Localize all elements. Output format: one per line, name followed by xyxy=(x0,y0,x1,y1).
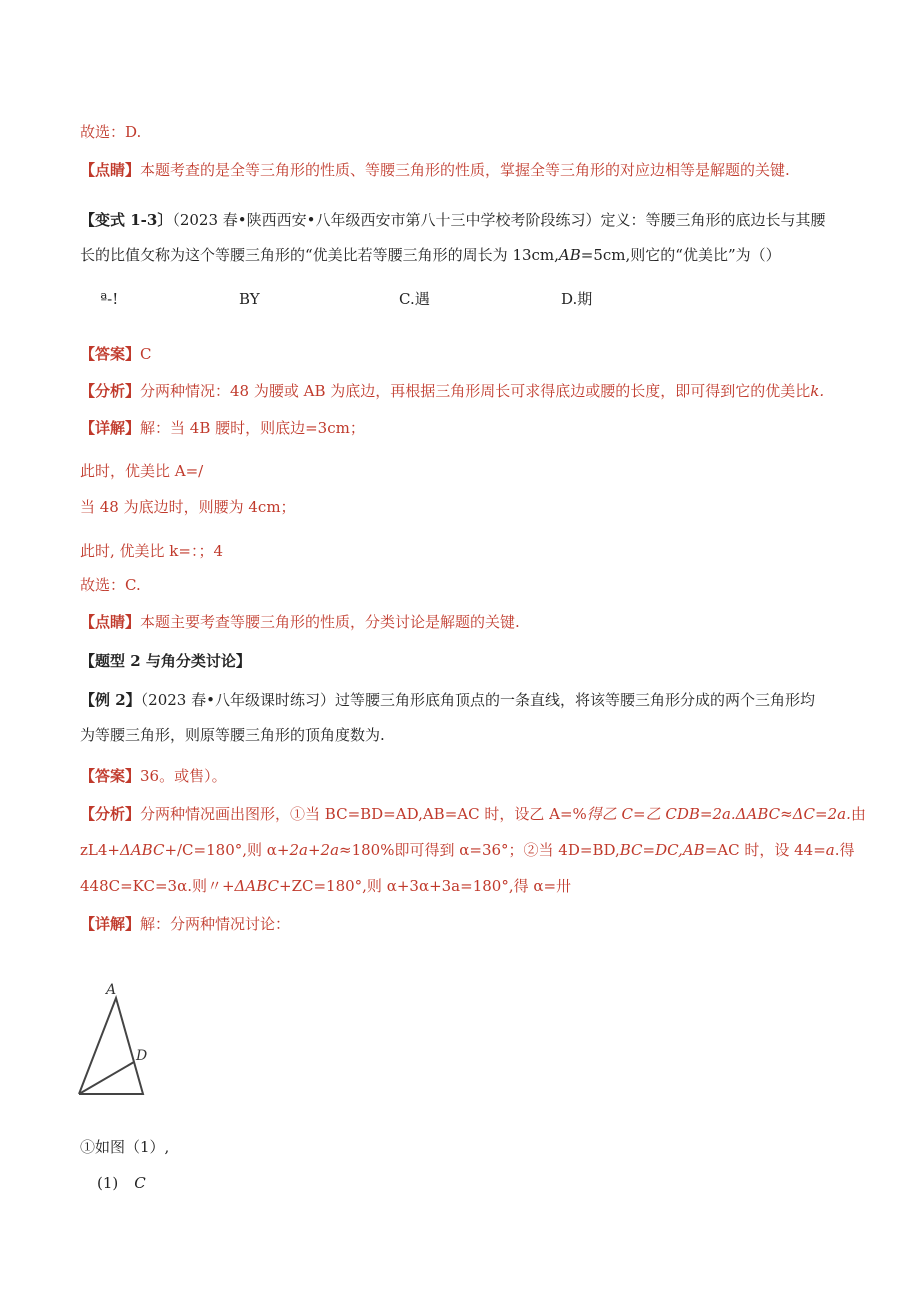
label-dianjing: 【点睛】 xyxy=(80,161,141,179)
label-answer: 【答案】 xyxy=(80,345,141,363)
triangle-figure xyxy=(70,978,160,1103)
label-analysis: 【分析】 xyxy=(80,805,141,823)
text: k. xyxy=(810,382,825,400)
text: 长的比值攵称为这个等腰三角形的“优美比若等腰三角形的周长为 13cm, xyxy=(80,246,559,264)
text: (1) xyxy=(97,1174,119,1192)
option-d: D.期 xyxy=(561,290,593,308)
text: AB xyxy=(558,246,581,264)
option-b: BY xyxy=(239,290,260,308)
label-detail: 【详解】 xyxy=(80,915,141,933)
text: 解：当 4B 腰时，则底边=3cm； xyxy=(140,419,365,437)
option-a: ª-! xyxy=(100,290,119,308)
analysis-line xyxy=(80,381,824,401)
text: a xyxy=(825,841,835,859)
vertex-label-d: D xyxy=(136,1048,148,1064)
detail-line xyxy=(80,418,365,438)
text: C xyxy=(134,1174,146,1192)
text: 448C=KC=3α.则〃+ xyxy=(80,877,235,895)
triangle-outline xyxy=(79,998,143,1094)
label-analysis: 【分析】 xyxy=(80,382,141,400)
question-line xyxy=(80,245,781,265)
text-line: 故选：D. xyxy=(80,123,142,141)
text: 2a+2a xyxy=(289,841,340,859)
analysis-line xyxy=(80,804,866,824)
text: +/C=180°,则 α+ xyxy=(164,841,290,859)
text: （2023 春•陕西西安•八年级西安市第八十三中学校考阶段练习）定义：等腰三角形的底边长与其腰 xyxy=(172,211,826,229)
text: +ZC=180°,则 α+3α+3a=180°,得 α=卅 xyxy=(279,877,572,895)
label-answer: 【答案】 xyxy=(80,767,141,785)
text: （2023 春•八年级课时练习）过等腰三角形底角顶点的一条直线，将该等腰三角形分成的两个三角形均 xyxy=(140,691,815,709)
answer-line xyxy=(80,344,152,364)
question-line: 为等腰三角形，则原等腰三角形的顶角度数为. xyxy=(80,726,385,744)
analysis-line xyxy=(80,876,571,896)
text-line xyxy=(97,1173,146,1193)
triangle-segment-bd xyxy=(79,1062,134,1094)
vertex-label-a: A xyxy=(106,982,117,998)
text: =AC 时，设 44= xyxy=(704,841,826,859)
text: 本题考查的是全等三角形的性质、等腰三角形的性质，掌握全等三角形的对应边相等是解题的关键. xyxy=(140,161,790,179)
question-line xyxy=(80,210,825,230)
text-line: 此时，优美比 A=/ xyxy=(80,462,204,480)
text: .得 xyxy=(834,841,855,859)
text: =5cm,则它的“优美比”为（） xyxy=(580,246,781,264)
label-example: 【例 2】 xyxy=(80,691,141,709)
text: 分两种情况：48 为腰或 AB 为底边，再根据三角形周长可求得底边或腰的长度，即可得到它的优美比 xyxy=(140,382,811,400)
analysis-line xyxy=(80,840,855,860)
text-line: 故选：C. xyxy=(80,576,141,594)
label-variant: 【变式 1-3〕 xyxy=(80,211,173,229)
text-line: 此时, 优美比 k=：；4 xyxy=(80,542,224,560)
tip-line xyxy=(80,160,790,180)
text: BC=DC,AB xyxy=(619,841,705,859)
question-line xyxy=(80,690,815,710)
label-detail: 【详解】 xyxy=(80,419,141,437)
text: ΔABC xyxy=(119,841,165,859)
detail-line xyxy=(80,914,290,934)
text: 36。或售）。 xyxy=(140,767,227,785)
section-heading: 【题型 2 与角分类讨论】 xyxy=(80,652,251,670)
text: ≈180%即可得到 α=36°；②当 4D=BD, xyxy=(339,841,620,859)
text: 得乙 C=乙 CDB=2a.ΔABC≈ΔC=2a. xyxy=(586,805,851,823)
text: 本题主要考查等腰三角形的性质，分类讨论是解题的关键. xyxy=(140,613,520,631)
label-dianjing: 【点睛】 xyxy=(80,613,141,631)
text: C xyxy=(140,345,152,363)
tip-line xyxy=(80,612,520,632)
text: 分两种情况画出图形，①当 BC=BD=AD,AB=AC 时，设乙 A=% xyxy=(140,805,587,823)
text: 由 xyxy=(850,805,866,823)
text-line: ①如图（1）, xyxy=(80,1138,170,1156)
answer-line xyxy=(80,766,227,786)
text: zL4+ xyxy=(80,841,120,859)
text: ΔABC xyxy=(234,877,279,895)
text: 解：分两种情况讨论： xyxy=(140,915,291,933)
option-c: C.遇 xyxy=(399,290,430,308)
text-line: 当 48 为底边时，则腰为 4cm； xyxy=(80,498,296,516)
